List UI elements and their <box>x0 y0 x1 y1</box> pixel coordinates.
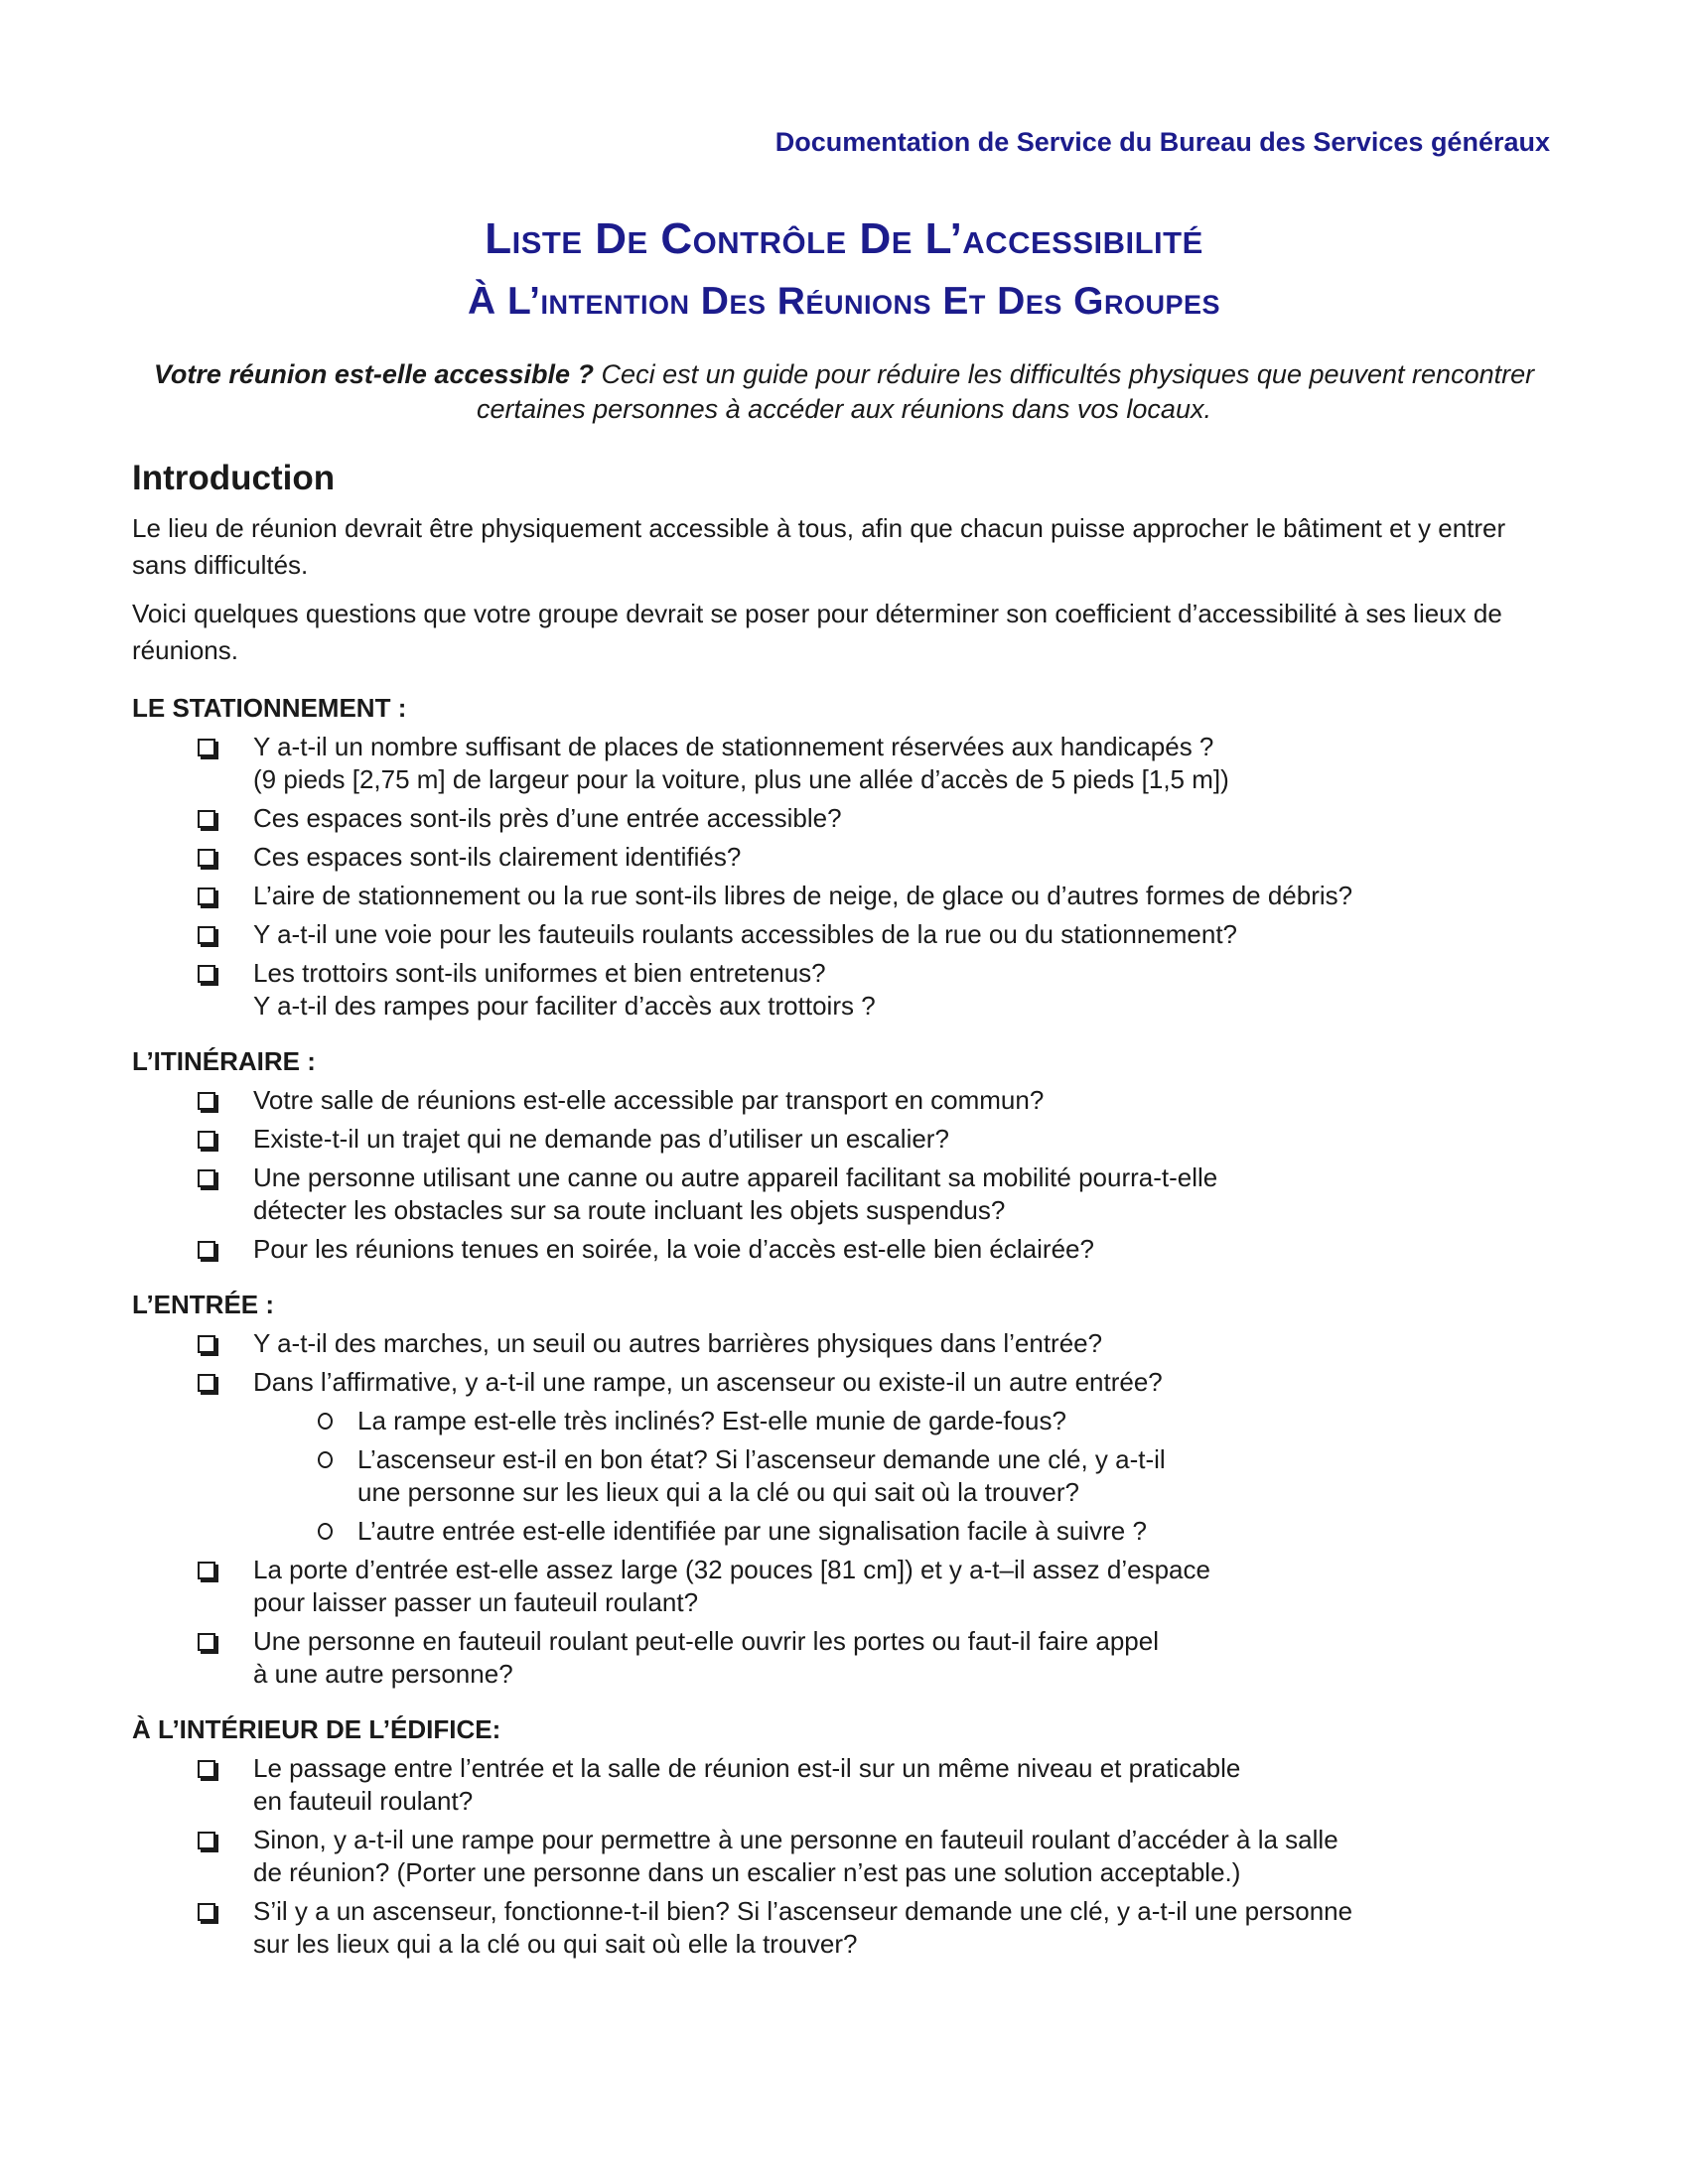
sub-item <box>318 1515 1562 1548</box>
document-subtitle: À L’intention Des Réunions Et Des Groupes <box>467 280 1221 323</box>
circle-bullet-icon <box>318 1413 333 1430</box>
circle-bullet-icon <box>318 1451 333 1468</box>
checklist-interieur <box>132 1752 1562 1961</box>
item-text-cont: pour laisser passer un fauteuil roulant? <box>253 1587 699 1617</box>
document-title: Liste De Contrôle De L’accessibilité <box>485 214 1203 263</box>
checklist-itineraire <box>132 1084 1562 1266</box>
checklist-item <box>132 1123 1562 1156</box>
checkbox-icon <box>198 1169 215 1187</box>
introduction-heading: Introduction <box>132 459 336 497</box>
section-heading-interieur: À L’INTÉRIEUR DE L’ÉDIFICE: <box>132 1714 501 1744</box>
item-text-cont: (9 pieds [2,75 m] de largeur pour la voiture, plus une allée d’accès de 5 pieds [1,5 m]) <box>253 764 1229 794</box>
sub-item <box>318 1443 1562 1509</box>
checklist-item <box>132 1625 1562 1691</box>
checkbox-icon <box>198 1092 215 1110</box>
section-heading-entree: L’ENTRÉE : <box>132 1290 275 1319</box>
item-text: Le passage entre l’entrée et la salle de réunion est-il sur un même niveau et praticable <box>253 1753 1241 1783</box>
checkbox-icon <box>198 1374 215 1392</box>
item-text: Y a-t-il un nombre suffisant de places de stationnement réservées aux handicapés ? <box>253 732 1214 761</box>
circle-bullet-icon <box>318 1523 333 1540</box>
item-text: Y a-t-il des marches, un seuil ou autres barrières physiques dans l’entrée? <box>253 1328 1103 1358</box>
sub-item <box>318 1405 1562 1437</box>
item-text: Ces espaces sont-ils près d’une entrée accessible? <box>253 803 842 833</box>
checkbox-icon <box>198 1562 215 1579</box>
item-text: S’il y a un ascenseur, fonctionne-t-il bien? Si l’ascenseur demande une clé, y a-t-il une personne <box>253 1896 1353 1926</box>
checklist-item <box>132 802 1562 835</box>
checklist-item <box>132 1233 1562 1266</box>
item-text-cont: sur les lieux qui a la clé ou qui sait où elle la trouver? <box>253 1929 858 1959</box>
checkbox-icon <box>198 1241 215 1259</box>
checkbox-icon <box>198 887 215 905</box>
introduction-paragraph: Voici quelques questions que votre groupe devrait se poser pour déterminer son coefficient d’accessibilité à ses lieux de réunions. <box>132 599 1502 665</box>
item-text: Votre salle de réunions est-elle accessible par transport en commun? <box>253 1085 1045 1115</box>
checklist-item <box>132 1084 1562 1117</box>
item-text: Ces espaces sont-ils clairement identifiés? <box>253 842 742 872</box>
sub-item-text: L’autre entrée est-elle identifiée par une signalisation facile à suivre ? <box>357 1516 1147 1546</box>
sub-item-text: La rampe est-elle très inclinés? Est-elle munie de garde-fous? <box>357 1406 1066 1435</box>
item-text: Les trottoirs sont-ils uniformes et bien entretenus? <box>253 958 826 988</box>
checklist-item <box>132 1895 1562 1961</box>
checklist-item <box>132 841 1562 874</box>
item-text-cont: de réunion? (Porter une personne dans un escalier n’est pas une solution acceptable.) <box>253 1857 1241 1887</box>
checkbox-icon <box>198 1903 215 1921</box>
item-text-cont: détecter les obstacles sur sa route incluant les objets suspendus? <box>253 1195 1006 1225</box>
item-text: La porte d’entrée est-elle assez large (32 pouces [81 cm]) et y a-t–il assez d’espace <box>253 1555 1210 1584</box>
checkbox-icon <box>198 1832 215 1849</box>
checkbox-icon <box>198 1335 215 1353</box>
checkbox-icon <box>198 965 215 983</box>
checklist-item <box>132 880 1562 912</box>
checklist-item <box>132 918 1562 951</box>
item-text: Une personne en fauteuil roulant peut-elle ouvrir les portes ou faut-il faire appel <box>253 1626 1159 1656</box>
item-text-cont: à une autre personne? <box>253 1659 513 1689</box>
checkbox-icon <box>198 1760 215 1778</box>
checklist-entree <box>132 1327 1562 1691</box>
checklist-stationnement <box>132 731 1562 1023</box>
checkbox-icon <box>198 739 215 756</box>
item-text: Y a-t-il une voie pour les fauteuils roulants accessibles de la rue ou du stationnement? <box>253 919 1237 949</box>
item-text: L’aire de stationnement ou la rue sont-ils libres de neige, de glace ou d’autres formes de débris? <box>253 881 1353 910</box>
sub-item-text: L’ascenseur est-il en bon état? Si l’ascenseur demande une clé, y a-t-il <box>357 1444 1166 1474</box>
checklist-item <box>132 731 1562 796</box>
intro-question: Votre réunion est-elle accessible ? <box>153 359 595 389</box>
introduction-paragraph: Le lieu de réunion devrait être physiquement accessible à tous, afin que chacun puisse approcher le bâtiment et y entrer sans difficultés. <box>132 513 1506 580</box>
item-text: Dans l’affirmative, y a-t-il une rampe, un ascenseur ou existe-il un autre entrée? <box>253 1367 1163 1397</box>
item-text-cont: en fauteuil roulant? <box>253 1786 474 1816</box>
checkbox-icon <box>198 1633 215 1651</box>
item-text: Existe-t-il un trajet qui ne demande pas d’utiliser un escalier? <box>253 1124 949 1154</box>
checklist-item <box>132 1824 1562 1889</box>
checklist-item <box>132 1752 1562 1818</box>
item-text: Une personne utilisant une canne ou autre appareil facilitant sa mobilité pourra-t-elle <box>253 1162 1218 1192</box>
item-text-cont: Y a-t-il des rampes pour faciliter d’accès aux trottoirs ? <box>253 991 876 1021</box>
checklist-item <box>132 1327 1562 1360</box>
checkbox-icon <box>198 849 215 867</box>
sub-checklist <box>253 1405 1562 1548</box>
section-heading-stationnement: LE STATIONNEMENT : <box>132 693 407 723</box>
item-text: Sinon, y a-t-il une rampe pour permettre à une personne en fauteuil roulant d’accéder à la salle <box>253 1825 1338 1854</box>
checkbox-icon <box>198 926 215 944</box>
item-text: Pour les réunions tenues en soirée, la voie d’accès est-elle bien éclairée? <box>253 1234 1094 1264</box>
intro-lead <box>129 357 1559 427</box>
checklist-item <box>132 1161 1562 1227</box>
sub-item-text-cont: une personne sur les lieux qui a la clé ou qui sait où la trouver? <box>357 1477 1079 1507</box>
document-body <box>132 459 1562 1967</box>
checkbox-icon <box>198 1131 215 1149</box>
checklist-item <box>132 957 1562 1023</box>
service-header: Documentation de Service du Bureau des Services généraux <box>774 127 1550 157</box>
checklist-item <box>132 1554 1562 1619</box>
checklist-item <box>132 1366 1562 1548</box>
checkbox-icon <box>198 810 215 828</box>
intro-rest: Ceci est un guide pour réduire les difficultés physiques que peuvent rencontrer certaines personnes à accéder aux réunions dans vos locaux. <box>477 359 1535 424</box>
section-heading-itineraire: L’ITINÉRAIRE : <box>132 1046 316 1076</box>
